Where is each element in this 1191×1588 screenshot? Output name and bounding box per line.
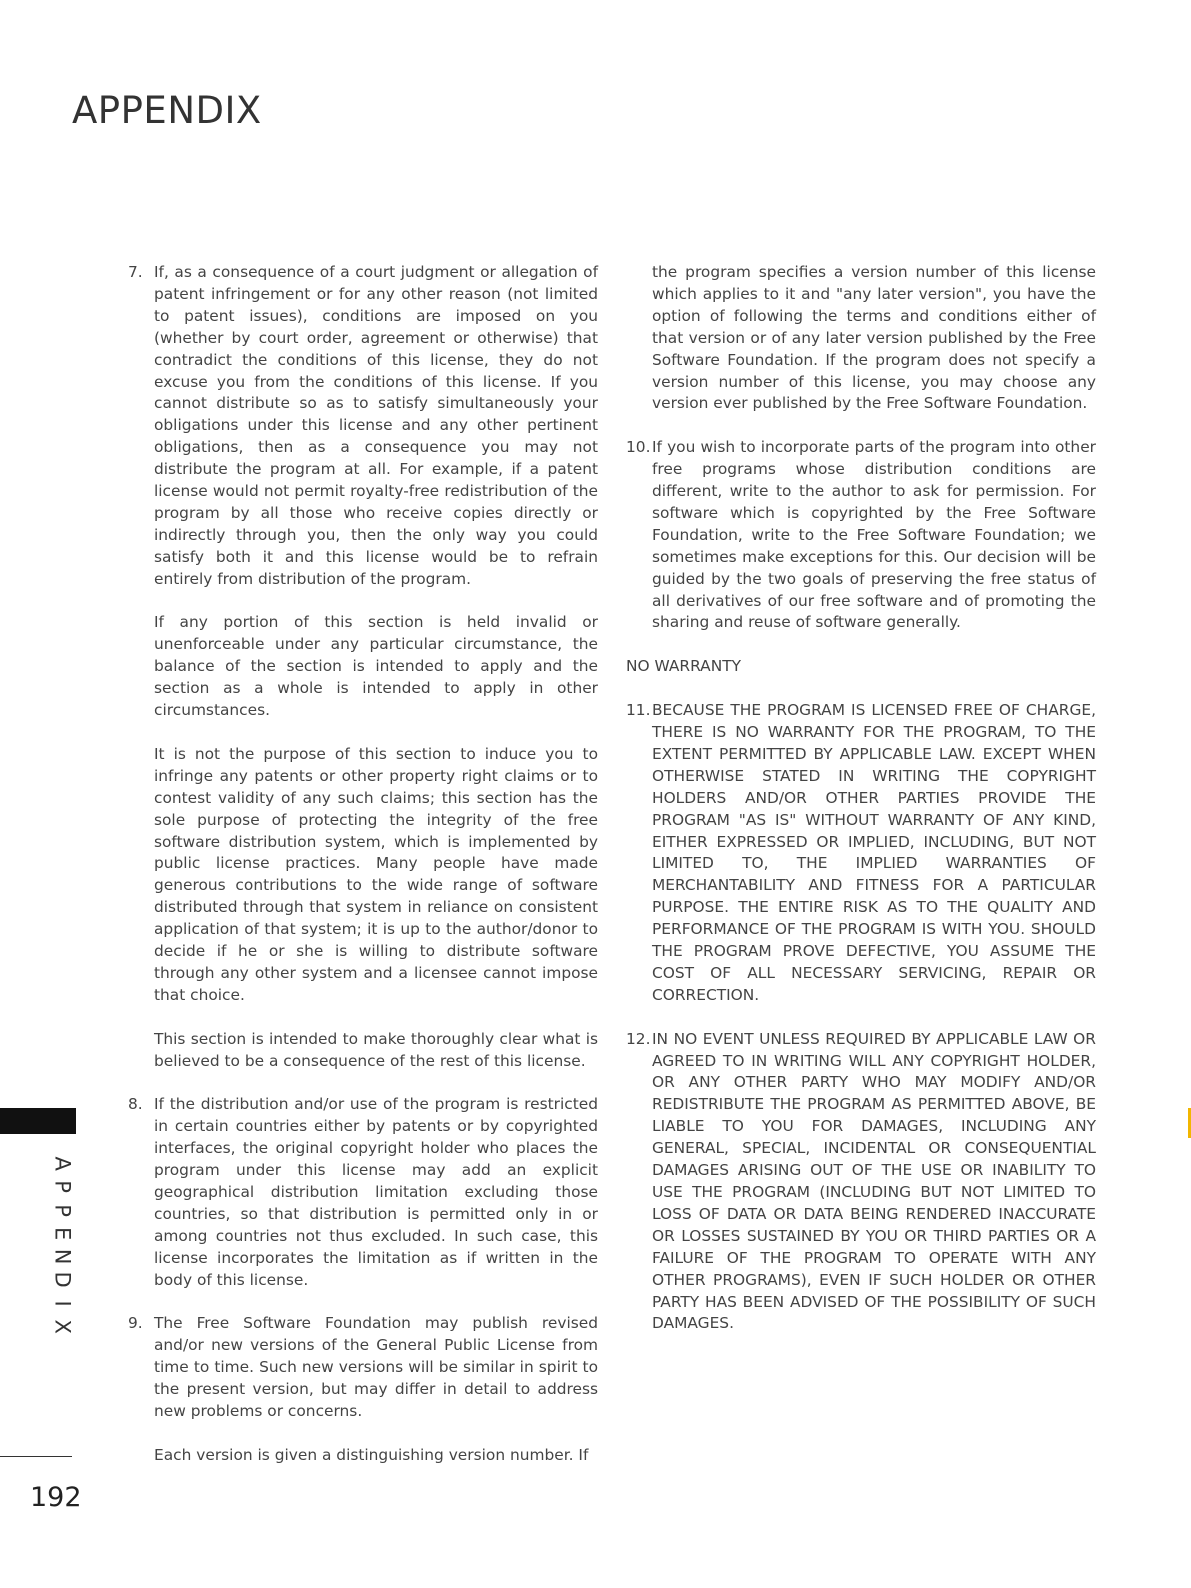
footer-divider xyxy=(0,1456,72,1457)
license-item-9-continued xyxy=(626,262,1096,415)
page-number: 192 xyxy=(30,1482,82,1513)
side-label-letter: I xyxy=(50,1300,75,1307)
paragraph: If you wish to incorporate parts of the program into other free programs whose distribution conditions are different, write to the author to ask for permission. For software which is copyrighted by the Free Software Foundation, write to the Free Software Foundation; we sometimes make exceptions for this. Our decision will be guided by the two goals of preserving the free status of all derivatives of our free software and of promoting the sharing and reuse of software generally. xyxy=(652,438,1096,632)
side-section-label xyxy=(50,1152,74,1338)
right-column xyxy=(626,262,1096,1335)
item-number: 7. xyxy=(128,263,143,281)
paragraph: It is not the purpose of this section to induce you to infringe any patents or other property right claims or to contest validity of any such claims; this section has the sole purpose of protecting the integrity of the free software distribution system, which is implemented by public license practices. Many people have made generous contributions to the wide range of software distributed through that system in reliance on consistent application of that system; it is up to the author/donor to decide if he or she is willing to distribute software through any other system and a licensee cannot impose that choice. xyxy=(154,744,598,1004)
side-tab-marker xyxy=(0,1108,76,1134)
paragraph: If, as a consequence of a court judgment or allegation of patent infringement or for any other reason (not limited to patent issues), conditions are imposed on you (whether by court order, agreement or otherwise) that contradict the conditions of this license, they do not excuse you from the conditions of this license. If you cannot distribute so as to satisfy simultaneously your obligations under this license and any other pertinent obligations, then as a consequence you may not distribute the program at all. For example, if a patent license would not permit royalty-free redistribution of the program by all those who receive copies directly or indirectly through you, then the only way you could satisfy both it and this license would be to refrain entirely from distribution of the program. xyxy=(154,263,598,588)
item-number: 12. xyxy=(626,1029,651,1048)
license-item-7 xyxy=(128,262,598,1072)
license-item-10 xyxy=(626,437,1096,634)
license-item-9 xyxy=(128,1313,598,1466)
item-number: 8. xyxy=(128,1095,143,1114)
side-label-letter: A xyxy=(50,1156,75,1171)
paragraph: The Free Software Foundation may publish revised and/or new versions of the General Public License from time to time. Such new versions will be similar in spirit to the present version, but may differ in detail to address new problems or concerns. xyxy=(154,1314,598,1421)
paragraph: This section is intended to make thoroughly clear what is believed to be a consequence of the rest of this license. xyxy=(154,1029,598,1070)
license-item-11 xyxy=(626,700,1096,1007)
side-label-letter: N xyxy=(50,1248,75,1265)
side-label-letter: E xyxy=(50,1226,75,1241)
section-heading: NO WARRANTY xyxy=(626,657,742,676)
paragraph: If any portion of this section is held invalid or unenforceable under any particular circumstance, the balance of the section is intended to apply and the section as a whole is intended to apply in other circumstances. xyxy=(154,613,598,720)
page-title: APPENDIX xyxy=(72,89,262,132)
paragraph: the program specifies a version number of this license which applies to it and "any later version", you have the option of following the terms and conditions either of that version or of any later version published by the Free Software Foundation. If the program does not specify a version number of this license, you may choose any version ever published by the Free Software Foundation. xyxy=(652,263,1096,413)
side-label-letter: X xyxy=(50,1319,75,1334)
item-number: 9. xyxy=(128,1314,143,1333)
paragraph: BECAUSE THE PROGRAM IS LICENSED FREE OF CHARGE, THERE IS NO WARRANTY FOR THE PROGRAM, TO THE EXTENT PERMITTED BY APPLICABLE LAW. EXCEPT WHEN OTHERWISE STATED IN WRITING THE COPYRIGHT HOLDERS AND/OR OTHER PARTIES PROVIDE THE PROGRAM "AS IS" WITHOUT WARRANTY OF ANY KIND, EITHER EXPRESSED OR IMPLIED, INCLUDING, BUT NOT LIMITED TO, THE IMPLIED WARRANTIES OF MERCHANTABILITY AND FITNESS FOR A PARTICULAR PURPOSE. THE ENTIRE RISK AS TO THE QUALITY AND PERFORMANCE OF THE PROGRAM IS WITH YOU. SHOULD THE PROGRAM PROVE DEFECTIVE, YOU ASSUME THE COST OF ALL NECESSARY SERVICING, REPAIR OR CORRECTION. xyxy=(652,701,1096,1004)
paragraph: Each version is given a distinguishing version number. If xyxy=(154,1445,589,1464)
item-number: 11. xyxy=(626,701,651,720)
item-number: 10. xyxy=(626,438,651,457)
side-label-letter: D xyxy=(50,1272,75,1289)
paragraph: IN NO EVENT UNLESS REQUIRED BY APPLICABLE LAW OR AGREED TO IN WRITING WILL ANY COPYRIGHT HOLDER, OR ANY OTHER PARTY WHO MAY MODIFY AND/OR REDISTRIBUTE THE PROGRAM AS PERMITTED ABOVE, BE LIABLE TO YOU FOR DAMAGES, INCLUDING ANY GENERAL, SPECIAL, INCIDENTAL OR CONSEQUENTIAL DAMAGES ARISING OUT OF THE USE OR INABILITY TO USE THE PROGRAM (INCLUDING BUT NOT LIMITED TO LOSS OF DATA OR DATA BEING RENDERED INACCURATE OR LOSSES SUSTAINED BY YOU OR THIRD PARTIES OR A FAILURE OF THE PROGRAM TO OPERATE WITH ANY OTHER PROGRAMS), EVEN IF SUCH HOLDER OR OTHER PARTY HAS BEEN ADVISED OF THE POSSIBILITY OF SUCH DAMAGES. xyxy=(652,1029,1096,1333)
left-column xyxy=(128,262,598,1467)
license-item-12 xyxy=(626,1029,1096,1336)
side-label-letter: P xyxy=(50,1180,75,1194)
license-item-8 xyxy=(128,1094,598,1291)
paragraph: If the distribution and/or use of the program is restricted in certain countries either by patents or by copyrighted interfaces, the original copyright holder who places the program under this license may add an explicit geographical distribution limitation excluding those countries, so that distribution is permitted only in or among countries not thus excluded. In such case, this license incorporates the limitation as if written in the body of this license. xyxy=(154,1095,598,1289)
side-label-letter: P xyxy=(50,1203,75,1217)
